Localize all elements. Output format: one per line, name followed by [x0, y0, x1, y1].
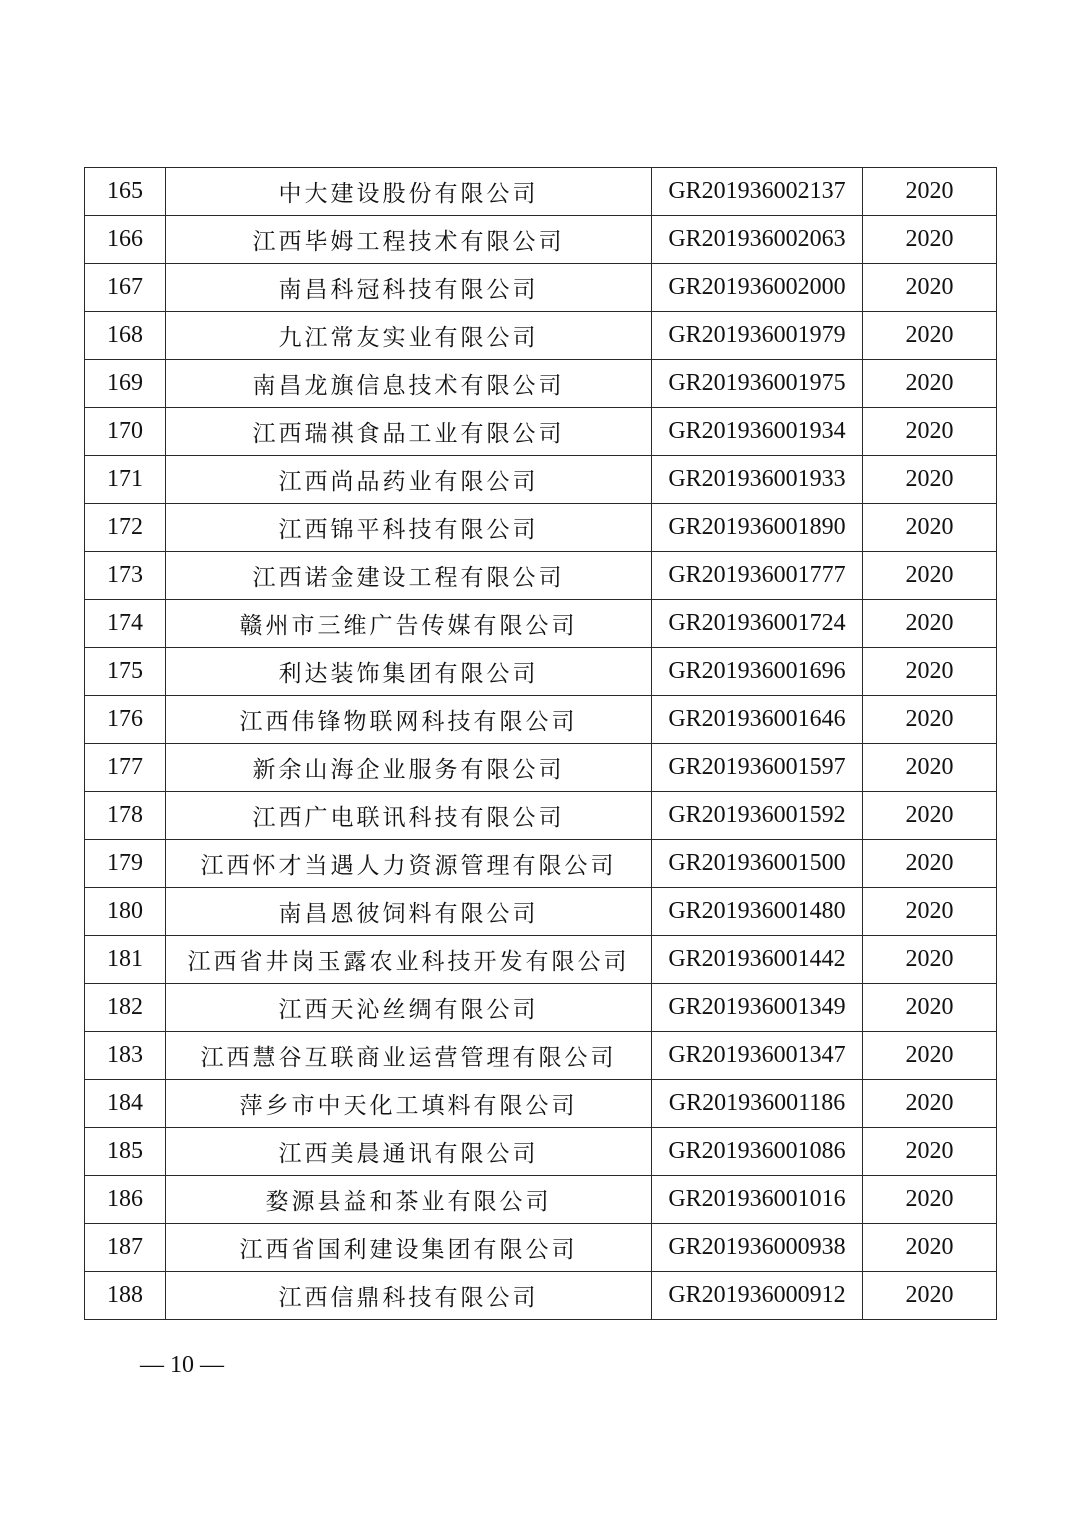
company-name-cell: 利达装饰集团有限公司: [166, 648, 652, 696]
company-name-cell: 江西慧谷互联商业运营管理有限公司: [166, 1032, 652, 1080]
table-row: [85, 168, 997, 216]
row-number-cell: 166: [85, 216, 166, 264]
row-number-cell: 177: [85, 744, 166, 792]
row-number-cell: 185: [85, 1128, 166, 1176]
certificate-number-cell: GR201936002137: [652, 168, 863, 216]
table-row: [85, 456, 997, 504]
table-row: [85, 600, 997, 648]
year-cell: 2020: [863, 744, 997, 792]
row-number-cell: 188: [85, 1272, 166, 1320]
table-row: [85, 648, 997, 696]
row-number-cell: 174: [85, 600, 166, 648]
row-number-cell: 186: [85, 1176, 166, 1224]
row-number-cell: 175: [85, 648, 166, 696]
row-number-cell: 173: [85, 552, 166, 600]
certificate-number-cell: GR201936001777: [652, 552, 863, 600]
table-row: [85, 312, 997, 360]
row-number-cell: 165: [85, 168, 166, 216]
year-cell: 2020: [863, 1128, 997, 1176]
company-name-cell: 江西尚品药业有限公司: [166, 456, 652, 504]
row-number-cell: 167: [85, 264, 166, 312]
year-cell: 2020: [863, 1224, 997, 1272]
certificate-number-cell: GR201936001696: [652, 648, 863, 696]
row-number-cell: 172: [85, 504, 166, 552]
certificate-number-cell: GR201936001933: [652, 456, 863, 504]
table-row: [85, 1080, 997, 1128]
company-name-cell: 江西省国利建设集团有限公司: [166, 1224, 652, 1272]
table-row: [85, 264, 997, 312]
year-cell: 2020: [863, 600, 997, 648]
year-cell: 2020: [863, 648, 997, 696]
certificate-number-cell: GR201936001347: [652, 1032, 863, 1080]
company-name-cell: 江西美晨通讯有限公司: [166, 1128, 652, 1176]
row-number-cell: 178: [85, 792, 166, 840]
certificate-number-cell: GR201936001979: [652, 312, 863, 360]
table-row: [85, 744, 997, 792]
table-row: [85, 1176, 997, 1224]
certificate-number-cell: GR201936001016: [652, 1176, 863, 1224]
certificate-number-cell: GR201936001500: [652, 840, 863, 888]
company-name-cell: 江西省井岗玉露农业科技开发有限公司: [166, 936, 652, 984]
year-cell: 2020: [863, 456, 997, 504]
table-row: [85, 840, 997, 888]
year-cell: 2020: [863, 792, 997, 840]
certificate-number-cell: GR201936001890: [652, 504, 863, 552]
company-name-cell: 九江常友实业有限公司: [166, 312, 652, 360]
row-number-cell: 170: [85, 408, 166, 456]
year-cell: 2020: [863, 264, 997, 312]
company-name-cell: 中大建设股份有限公司: [166, 168, 652, 216]
row-number-cell: 181: [85, 936, 166, 984]
certificate-number-cell: GR201936001724: [652, 600, 863, 648]
table-row: [85, 1032, 997, 1080]
certificate-number-cell: GR201936001086: [652, 1128, 863, 1176]
company-name-cell: 江西信鼎科技有限公司: [166, 1272, 652, 1320]
company-name-cell: 新余山海企业服务有限公司: [166, 744, 652, 792]
table-row: [85, 984, 997, 1032]
certificate-number-cell: GR201936001442: [652, 936, 863, 984]
certificate-number-cell: GR201936002063: [652, 216, 863, 264]
certificate-number-cell: GR201936001349: [652, 984, 863, 1032]
year-cell: 2020: [863, 1176, 997, 1224]
row-number-cell: 168: [85, 312, 166, 360]
certificate-number-cell: GR201936001975: [652, 360, 863, 408]
company-name-cell: 江西锦平科技有限公司: [166, 504, 652, 552]
company-name-cell: 南昌恩彼饲料有限公司: [166, 888, 652, 936]
company-name-cell: 江西广电联讯科技有限公司: [166, 792, 652, 840]
certificate-number-cell: GR201936001646: [652, 696, 863, 744]
company-name-cell: 江西伟锋物联网科技有限公司: [166, 696, 652, 744]
year-cell: 2020: [863, 1032, 997, 1080]
certificate-number-cell: GR201936000938: [652, 1224, 863, 1272]
row-number-cell: 187: [85, 1224, 166, 1272]
year-cell: 2020: [863, 696, 997, 744]
year-cell: 2020: [863, 360, 997, 408]
certificate-number-cell: GR201936002000: [652, 264, 863, 312]
company-name-cell: 南昌科冠科技有限公司: [166, 264, 652, 312]
year-cell: 2020: [863, 840, 997, 888]
row-number-cell: 169: [85, 360, 166, 408]
year-cell: 2020: [863, 1272, 997, 1320]
year-cell: 2020: [863, 408, 997, 456]
year-cell: 2020: [863, 984, 997, 1032]
year-cell: 2020: [863, 1080, 997, 1128]
table-row: [85, 1224, 997, 1272]
certificate-number-cell: GR201936000912: [652, 1272, 863, 1320]
company-name-cell: 萍乡市中天化工填料有限公司: [166, 1080, 652, 1128]
row-number-cell: 182: [85, 984, 166, 1032]
company-name-cell: 江西瑞祺食品工业有限公司: [166, 408, 652, 456]
row-number-cell: 171: [85, 456, 166, 504]
company-name-cell: 江西毕姆工程技术有限公司: [166, 216, 652, 264]
company-name-cell: 江西怀才当遇人力资源管理有限公司: [166, 840, 652, 888]
row-number-cell: 184: [85, 1080, 166, 1128]
row-number-cell: 180: [85, 888, 166, 936]
table-row: [85, 888, 997, 936]
table-row: [85, 504, 997, 552]
certificate-number-cell: GR201936001186: [652, 1080, 863, 1128]
year-cell: 2020: [863, 888, 997, 936]
table-row: [85, 936, 997, 984]
row-number-cell: 176: [85, 696, 166, 744]
year-cell: 2020: [863, 936, 997, 984]
table-row: [85, 1128, 997, 1176]
table-row: [85, 216, 997, 264]
year-cell: 2020: [863, 552, 997, 600]
table-row: [85, 360, 997, 408]
table-row: [85, 1272, 997, 1320]
company-name-cell: 赣州市三维广告传媒有限公司: [166, 600, 652, 648]
table-body: [85, 168, 997, 1320]
year-cell: 2020: [863, 504, 997, 552]
company-table: [84, 167, 997, 1320]
certificate-number-cell: GR201936001480: [652, 888, 863, 936]
year-cell: 2020: [863, 168, 997, 216]
certificate-number-cell: GR201936001592: [652, 792, 863, 840]
company-name-cell: 江西天沁丝绸有限公司: [166, 984, 652, 1032]
table-row: [85, 552, 997, 600]
year-cell: 2020: [863, 312, 997, 360]
certificate-number-cell: GR201936001934: [652, 408, 863, 456]
table-row: [85, 696, 997, 744]
year-cell: 2020: [863, 216, 997, 264]
row-number-cell: 183: [85, 1032, 166, 1080]
company-name-cell: 南昌龙旗信息技术有限公司: [166, 360, 652, 408]
company-name-cell: 婺源县益和茶业有限公司: [166, 1176, 652, 1224]
row-number-cell: 179: [85, 840, 166, 888]
certificate-number-cell: GR201936001597: [652, 744, 863, 792]
table-row: [85, 792, 997, 840]
company-name-cell: 江西诺金建设工程有限公司: [166, 552, 652, 600]
page-number: — 10 —: [140, 1352, 224, 1378]
table-row: [85, 408, 997, 456]
